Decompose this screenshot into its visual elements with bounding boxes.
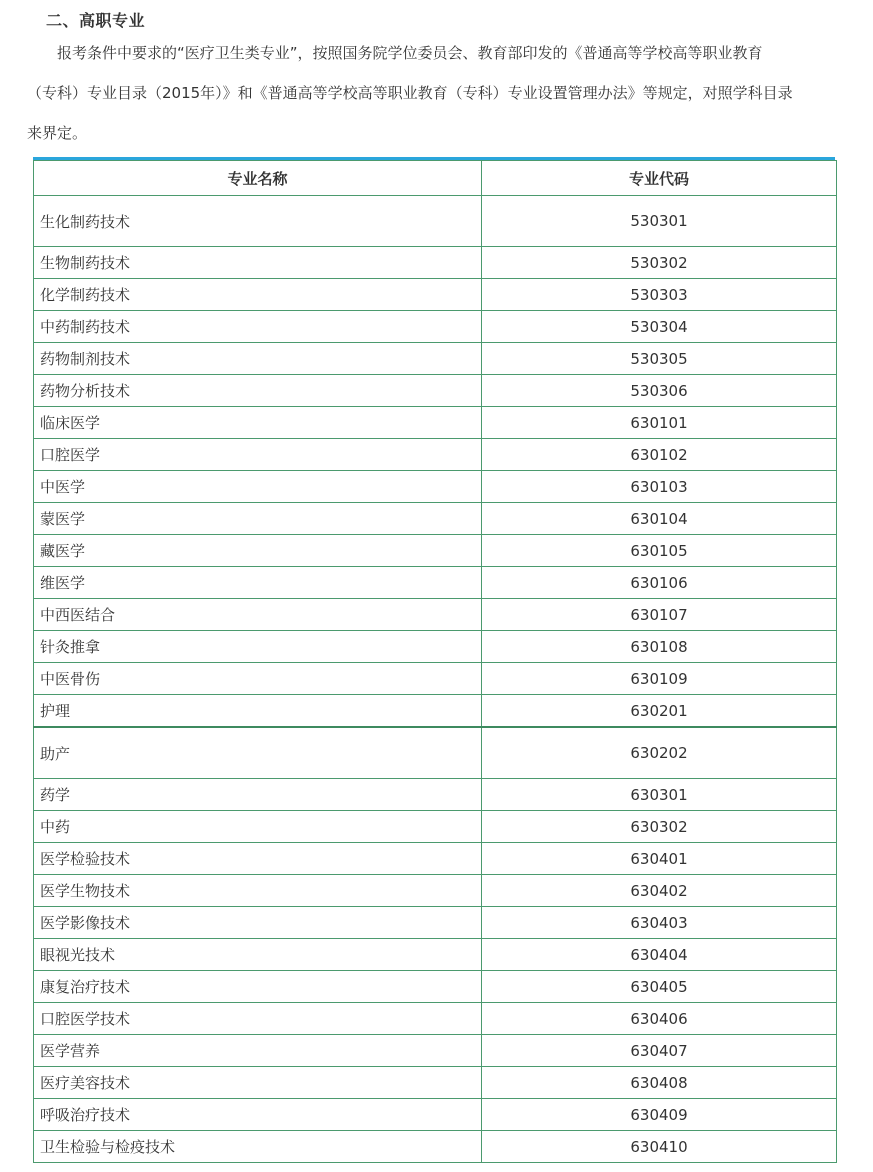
table-row (34, 196, 837, 247)
major-code: 630301 (482, 779, 837, 811)
major-code: 630402 (482, 875, 837, 907)
table-row (34, 407, 837, 439)
majors-table (33, 160, 837, 1163)
major-code: 630109 (482, 663, 837, 695)
table-row (34, 875, 837, 907)
major-name: 药物分析技术 (34, 375, 482, 407)
table-row (34, 843, 837, 875)
major-name: 康复治疗技术 (34, 971, 482, 1003)
major-code: 630101 (482, 407, 837, 439)
major-code: 630407 (482, 1035, 837, 1067)
table-row (34, 1131, 837, 1163)
major-name: 医学检验技术 (34, 843, 482, 875)
table-row (34, 663, 837, 695)
table-row (34, 343, 837, 375)
table-row (34, 695, 837, 728)
major-name: 医学营养 (34, 1035, 482, 1067)
major-name: 中医骨伤 (34, 663, 482, 695)
major-name: 中西医结合 (34, 599, 482, 631)
major-code: 630107 (482, 599, 837, 631)
table-row (34, 567, 837, 599)
major-code: 630401 (482, 843, 837, 875)
major-code: 630404 (482, 939, 837, 971)
major-name: 医疗美容技术 (34, 1067, 482, 1099)
table-row (34, 311, 837, 343)
table-row (34, 535, 837, 567)
intro-line: 报考条件中要求的“医疗卫生类专业”，按照国务院学位委员会、教育部印发的《普通高等学校高等职业教育 (57, 44, 763, 62)
major-name: 医学生物技术 (34, 875, 482, 907)
major-name: 针灸推拿 (34, 631, 482, 663)
major-code: 630103 (482, 471, 837, 503)
major-code: 630104 (482, 503, 837, 535)
section-title: 二、高职专业 (46, 11, 146, 30)
major-code: 630403 (482, 907, 837, 939)
major-code: 630202 (482, 727, 837, 779)
table-row (34, 279, 837, 311)
header-major-name: 专业名称 (34, 161, 482, 196)
table-header-row (34, 161, 837, 196)
table-row (34, 1035, 837, 1067)
major-code: 630201 (482, 695, 837, 728)
table-row (34, 439, 837, 471)
table-row (34, 779, 837, 811)
table-row (34, 599, 837, 631)
major-name: 中药 (34, 811, 482, 843)
major-name: 助产 (34, 727, 482, 779)
intro-line: （专科）专业目录（2015年）》和《普通高等学校高等职业教育（专科）专业设置管理办法》等规定，对照学科目录 (27, 84, 793, 102)
major-name: 中医学 (34, 471, 482, 503)
major-code: 630406 (482, 1003, 837, 1035)
major-name: 化学制药技术 (34, 279, 482, 311)
table-row (34, 1099, 837, 1131)
major-code: 530304 (482, 311, 837, 343)
major-code: 530306 (482, 375, 837, 407)
major-code: 630105 (482, 535, 837, 567)
major-code: 630106 (482, 567, 837, 599)
table-row (34, 939, 837, 971)
major-name: 护理 (34, 695, 482, 728)
table-row (34, 503, 837, 535)
table-row (34, 811, 837, 843)
table-row (34, 631, 837, 663)
major-code: 630409 (482, 1099, 837, 1131)
table-row (34, 375, 837, 407)
major-code: 530302 (482, 247, 837, 279)
major-code: 530301 (482, 196, 837, 247)
major-name: 口腔医学 (34, 439, 482, 471)
major-name: 药物制剂技术 (34, 343, 482, 375)
table-row (34, 971, 837, 1003)
major-code: 630302 (482, 811, 837, 843)
major-code: 630102 (482, 439, 837, 471)
major-code: 530303 (482, 279, 837, 311)
major-code: 630410 (482, 1131, 837, 1163)
intro-line: 来界定。 (27, 124, 88, 142)
table-row (34, 471, 837, 503)
major-code: 630108 (482, 631, 837, 663)
major-name: 临床医学 (34, 407, 482, 439)
major-name: 卫生检验与检疫技术 (34, 1131, 482, 1163)
major-name: 中药制药技术 (34, 311, 482, 343)
major-name: 生物制药技术 (34, 247, 482, 279)
header-major-code: 专业代码 (482, 161, 837, 196)
table-row (34, 907, 837, 939)
major-code: 630405 (482, 971, 837, 1003)
major-name: 生化制药技术 (34, 196, 482, 247)
major-name: 藏医学 (34, 535, 482, 567)
major-code: 530305 (482, 343, 837, 375)
major-name: 医学影像技术 (34, 907, 482, 939)
table-row (34, 1003, 837, 1035)
major-name: 药学 (34, 779, 482, 811)
major-name: 蒙医学 (34, 503, 482, 535)
table-row (34, 247, 837, 279)
major-code: 630408 (482, 1067, 837, 1099)
major-name: 维医学 (34, 567, 482, 599)
major-name: 呼吸治疗技术 (34, 1099, 482, 1131)
major-name: 眼视光技术 (34, 939, 482, 971)
table-row (34, 727, 837, 779)
table-row (34, 1067, 837, 1099)
major-name: 口腔医学技术 (34, 1003, 482, 1035)
